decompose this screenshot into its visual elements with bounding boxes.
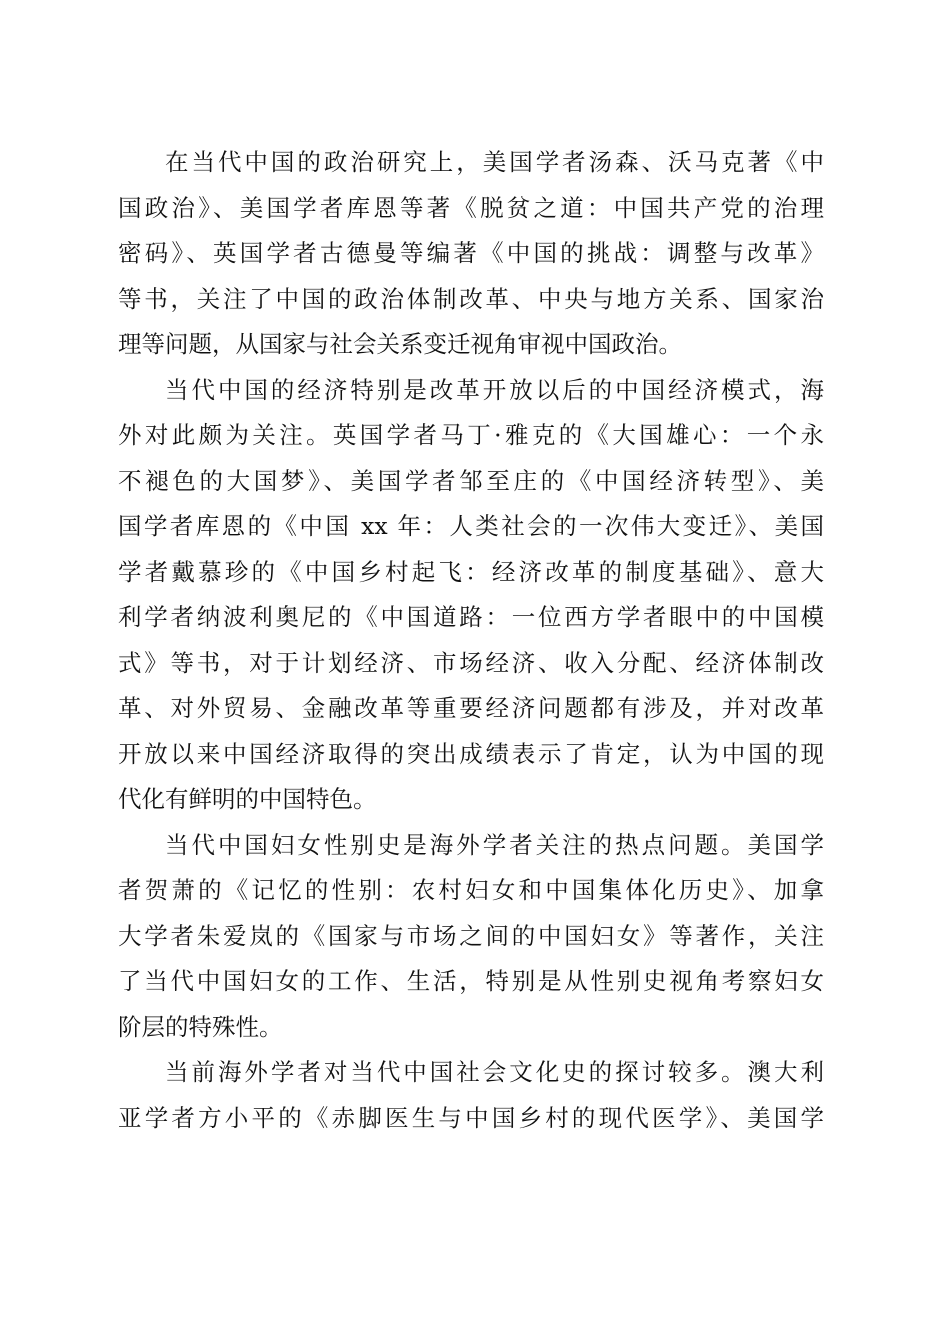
text-line: 当代中国的经济特别是改革开放以后的中国经济模式，海 (165, 375, 824, 404)
text-line: 在当代中国的政治研究上，美国学者汤森、沃马克著《中 (165, 148, 824, 176)
text-line: 国学者库恩的《中国 xx 年：人类社会的一次伟大变迁》、美国 (118, 512, 824, 540)
text-line: 学者戴慕珍的《中国乡村起飞：经济改革的制度基础》、意大 (118, 557, 824, 586)
text-line: 外对此颇为关注。英国学者马丁·雅克的《大国雄心：一个永 (118, 421, 824, 449)
text-line: 理等问题，从国家与社会关系变迁视角审视中国政治。 (118, 330, 682, 358)
text-line: 不褪色的大国梦》、美国学者邹至庄的《中国经济转型》、美 (118, 466, 824, 495)
paragraph-social-culture (118, 1050, 824, 1141)
text-line: 代化有鲜明的中国特色。 (118, 785, 377, 813)
text-line: 式》等书，对于计划经济、市场经济、收入分配、经济体制改 (118, 648, 824, 677)
document-page (118, 140, 824, 1141)
text-line: 革、对外贸易、金融改革等重要经济问题都有涉及，并对改革 (118, 694, 824, 722)
text-line: 大学者朱爱岚的《国家与市场之间的中国妇女》等著作，关注 (118, 921, 824, 950)
paragraph-politics (118, 140, 824, 368)
text-line: 当代中国妇女性别史是海外学者关注的热点问题。美国学 (165, 830, 824, 859)
text-line: 者贺萧的《记忆的性别：农村妇女和中国集体化历史》、加拿 (118, 876, 824, 904)
paragraph-women-history (118, 823, 824, 1051)
text-line: 等书，关注了中国的政治体制改革、中央与地方关系、国家治 (118, 284, 824, 313)
text-line: 国政治》、美国学者库恩等著《脱贫之道：中国共产党的治理 (118, 193, 824, 222)
text-line: 利学者纳波利奥尼的《中国道路：一位西方学者眼中的中国模 (118, 603, 824, 631)
text-line: 亚学者方小平的《赤脚医生与中国乡村的现代医学》、美国学 (118, 1103, 824, 1132)
text-line: 当前海外学者对当代中国社会文化史的探讨较多。澳大利 (165, 1058, 824, 1086)
paragraph-economy (118, 368, 824, 823)
text-line: 密码》、英国学者古德曼等编著《中国的挑战：调整与改革》 (118, 239, 824, 267)
text-line: 开放以来中国经济取得的突出成绩表示了肯定，认为中国的现 (118, 739, 824, 768)
text-line: 了当代中国妇女的工作、生活，特别是从性别史视角考察妇女 (118, 967, 824, 995)
text-line: 阶层的特殊性。 (118, 1012, 283, 1041)
